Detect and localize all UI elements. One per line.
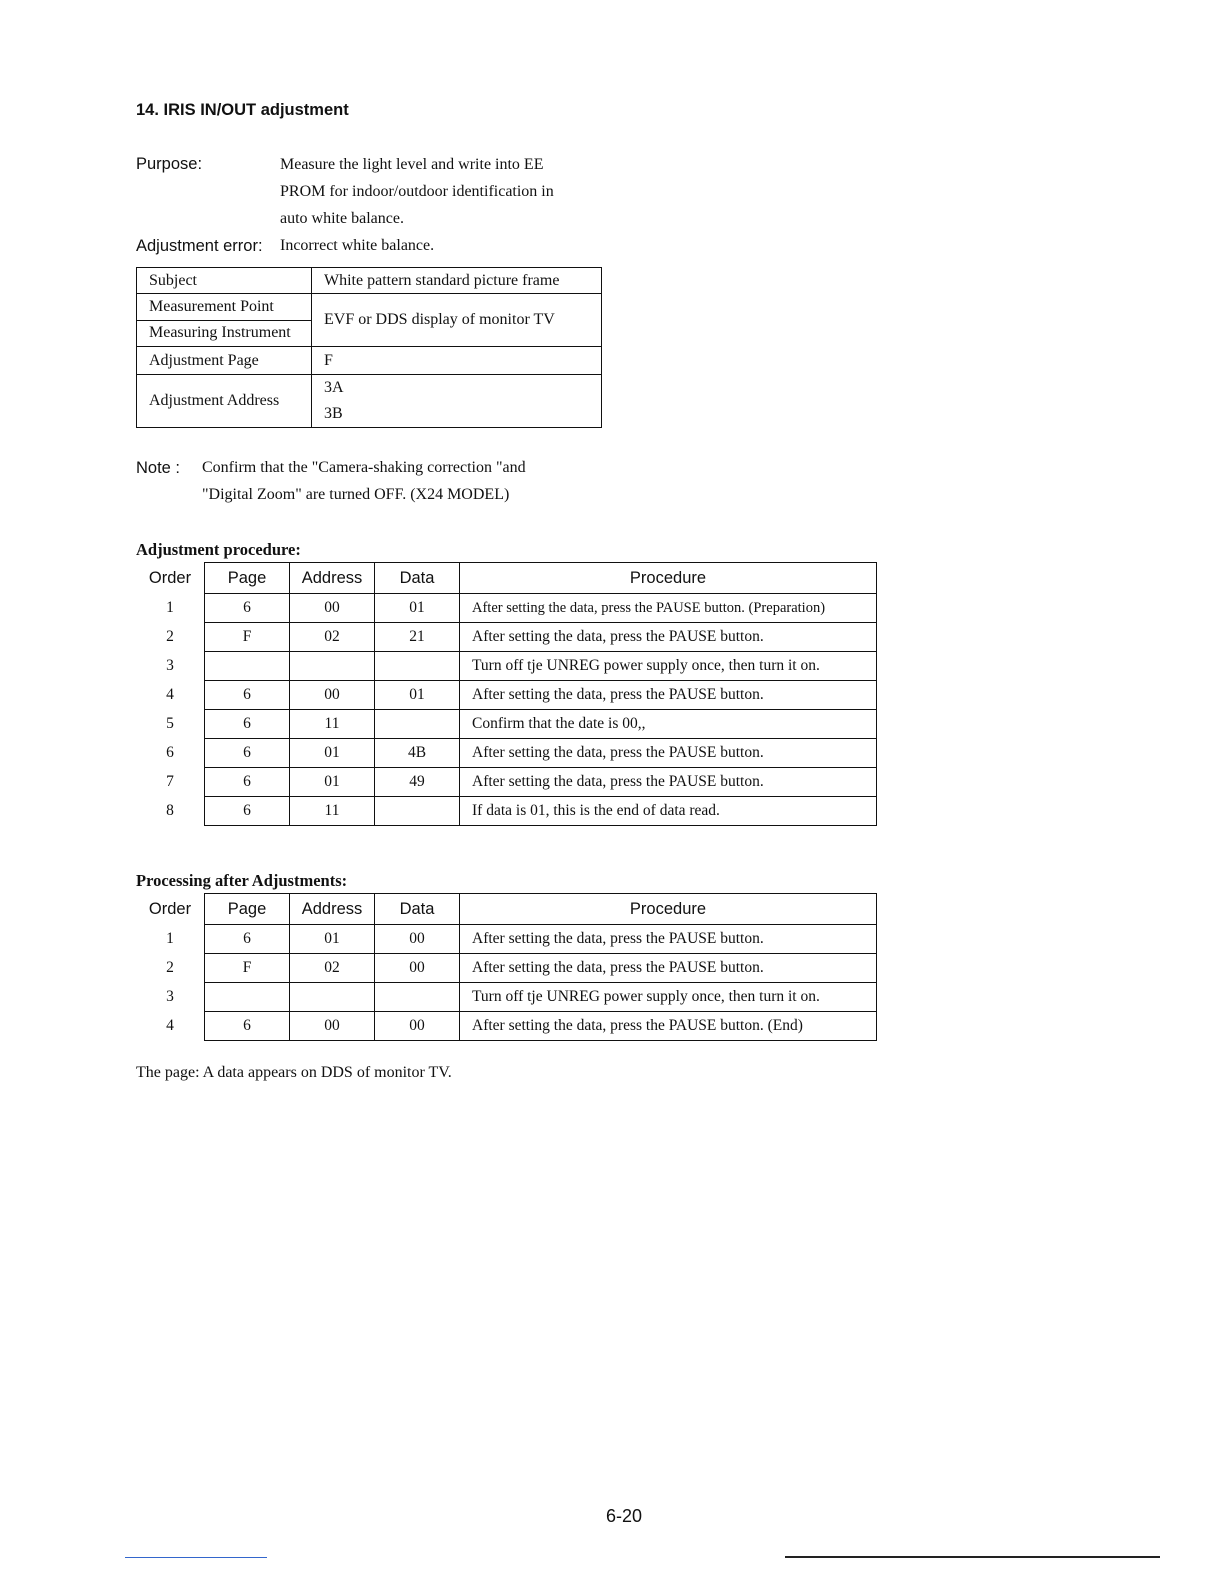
footer-note: The page: A data appears on DDS of monitor TV. xyxy=(136,1064,452,1081)
header-order: Order xyxy=(148,899,192,918)
subject-value: White pattern standard picture frame xyxy=(312,268,602,294)
header-procedure: Procedure xyxy=(460,563,877,594)
cell-data xyxy=(375,983,460,1012)
cell-procedure: After setting the data, press the PAUSE button. xyxy=(460,925,877,954)
cell-address: 00 xyxy=(290,681,375,710)
cell-order: 1 xyxy=(166,930,174,947)
table-row xyxy=(136,954,877,983)
cell-address xyxy=(290,983,375,1012)
adjustment-procedure-heading: Adjustment procedure: xyxy=(136,540,301,559)
cell-order: 8 xyxy=(166,802,174,819)
cell-procedure: After setting the data, press the PAUSE button. xyxy=(460,739,877,768)
purpose-text xyxy=(280,151,554,232)
cell-page: 6 xyxy=(205,710,290,739)
cell-procedure: Turn off tje UNREG power supply once, then turn it on. xyxy=(460,652,877,681)
cell-order: 3 xyxy=(166,988,174,1005)
cell-address: 11 xyxy=(290,797,375,826)
cell-data: 00 xyxy=(375,954,460,983)
cell-address: 01 xyxy=(290,739,375,768)
cell-page: 6 xyxy=(205,768,290,797)
cell-page xyxy=(205,983,290,1012)
cell-procedure: After setting the data, press the PAUSE button. xyxy=(460,954,877,983)
cell-page: F xyxy=(205,954,290,983)
footer-divider-left xyxy=(125,1557,267,1558)
cell-data: 01 xyxy=(375,594,460,623)
purpose-label: Purpose: xyxy=(136,155,203,173)
purpose-line: auto white balance. xyxy=(280,210,404,227)
cell-order: 5 xyxy=(166,715,174,732)
cell-procedure: After setting the data, press the PAUSE button. (End) xyxy=(460,1012,877,1041)
cell-data: 00 xyxy=(375,925,460,954)
cell-order: 4 xyxy=(166,1017,174,1034)
cell-data: 01 xyxy=(375,681,460,710)
adjustment-error-value: Incorrect white balance. xyxy=(280,237,435,254)
adjustment-error-label: Adjustment error: xyxy=(136,237,263,255)
cell-data: 21 xyxy=(375,623,460,652)
cell-address: 01 xyxy=(290,925,375,954)
processing-after-heading: Processing after Adjustments: xyxy=(136,871,348,890)
note-line: "Digital Zoom" are turned OFF. (X24 MODEL) xyxy=(202,486,510,503)
purpose-line: PROM for indoor/outdoor identification in xyxy=(280,183,554,200)
adjustment-address-values xyxy=(312,375,602,428)
section-title: 14. IRIS IN/OUT adjustment xyxy=(136,101,349,119)
adjustment-procedure-table xyxy=(136,562,877,826)
cell-data xyxy=(375,710,460,739)
cell-address: 00 xyxy=(290,1012,375,1041)
cell-procedure: Confirm that the date is 00,, xyxy=(460,710,877,739)
cell-data xyxy=(375,797,460,826)
cell-order: 3 xyxy=(166,657,174,674)
table-row xyxy=(136,681,877,710)
table-row xyxy=(137,347,602,375)
cell-order: 4 xyxy=(166,686,174,703)
cell-address: 02 xyxy=(290,623,375,652)
header-address: Address xyxy=(290,894,375,925)
table-row xyxy=(137,294,602,321)
footer-divider-right xyxy=(785,1556,1160,1558)
cell-procedure: If data is 01, this is the end of data read. xyxy=(460,797,877,826)
cell-data xyxy=(375,652,460,681)
table-row xyxy=(136,1012,877,1041)
table-header-row xyxy=(136,894,877,925)
note-label: Note : xyxy=(136,459,181,477)
adjustment-page-value: F xyxy=(312,347,602,375)
table-row xyxy=(136,797,877,826)
table-row xyxy=(136,623,877,652)
cell-procedure: Turn off tje UNREG power supply once, then turn it on. xyxy=(460,983,877,1012)
cell-page: 6 xyxy=(205,594,290,623)
cell-order: 2 xyxy=(166,628,174,645)
header-procedure: Procedure xyxy=(460,894,877,925)
header-order: Order xyxy=(148,568,192,587)
measuring-instrument-label: Measuring Instrument xyxy=(137,320,312,347)
cell-procedure: After setting the data, press the PAUSE button. xyxy=(460,768,877,797)
table-row xyxy=(136,594,877,623)
cell-page: 6 xyxy=(205,925,290,954)
cell-page: 6 xyxy=(205,739,290,768)
cell-data: 49 xyxy=(375,768,460,797)
cell-page: 6 xyxy=(205,681,290,710)
measurement-value: EVF or DDS display of monitor TV xyxy=(312,294,602,347)
header-data: Data xyxy=(375,563,460,594)
cell-page: F xyxy=(205,623,290,652)
purpose-line: Measure the light level and write into EE xyxy=(280,156,544,173)
note-line: Confirm that the "Camera-shaking correction "and xyxy=(202,459,526,476)
cell-address: 01 xyxy=(290,768,375,797)
adjustment-address-label: Adjustment Address xyxy=(137,375,312,428)
cell-address: 11 xyxy=(290,710,375,739)
cell-page xyxy=(205,652,290,681)
address-value: 3B xyxy=(324,405,343,422)
cell-procedure: After setting the data, press the PAUSE button. xyxy=(460,681,877,710)
header-data: Data xyxy=(375,894,460,925)
cell-data: 00 xyxy=(375,1012,460,1041)
cell-address: 02 xyxy=(290,954,375,983)
table-row xyxy=(136,739,877,768)
cell-order: 6 xyxy=(166,744,174,761)
note-text xyxy=(202,454,526,508)
cell-order: 1 xyxy=(166,599,174,616)
measurement-point-label: Measurement Point xyxy=(137,294,312,321)
header-page: Page xyxy=(205,563,290,594)
cell-address xyxy=(290,652,375,681)
table-row xyxy=(136,983,877,1012)
cell-data: 4B xyxy=(375,739,460,768)
header-address: Address xyxy=(290,563,375,594)
header-page: Page xyxy=(205,894,290,925)
cell-procedure: After setting the data, press the PAUSE button. xyxy=(460,623,877,652)
processing-after-table xyxy=(136,893,877,1041)
table-header-row xyxy=(136,563,877,594)
adjustment-info-table xyxy=(136,267,602,428)
table-row xyxy=(137,375,602,428)
table-row xyxy=(136,925,877,954)
cell-order: 2 xyxy=(166,959,174,976)
cell-procedure: After setting the data, press the PAUSE button. (Preparation) xyxy=(460,594,877,623)
subject-label: Subject xyxy=(137,268,312,294)
cell-order: 7 xyxy=(166,773,174,790)
address-value: 3A xyxy=(324,379,344,396)
table-row xyxy=(136,652,877,681)
table-row xyxy=(136,768,877,797)
table-row xyxy=(136,710,877,739)
adjustment-page-label: Adjustment Page xyxy=(137,347,312,375)
cell-page: 6 xyxy=(205,1012,290,1041)
table-row xyxy=(137,268,602,294)
cell-address: 00 xyxy=(290,594,375,623)
cell-page: 6 xyxy=(205,797,290,826)
page-number: 6-20 xyxy=(606,1506,643,1526)
